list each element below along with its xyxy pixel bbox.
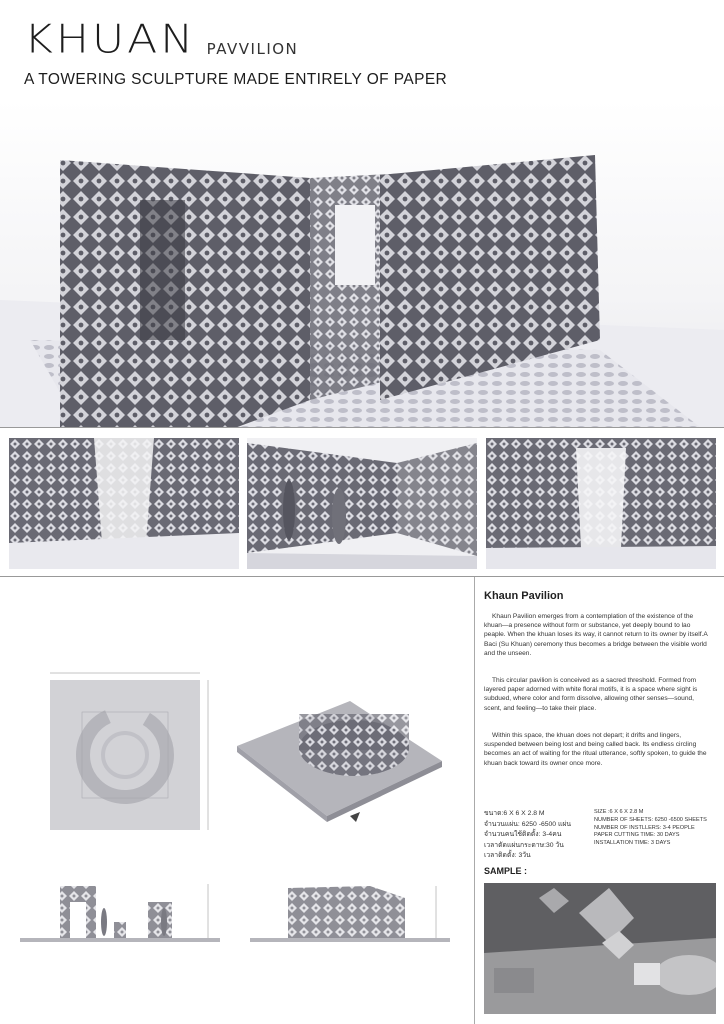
spec-english-line: PAPER CUTTING TIME: 30 DAYS: [594, 832, 680, 839]
pavilion-render-image: [0, 100, 724, 427]
sample-title: SAMPLE :: [484, 866, 528, 876]
tagline: A TOWERING SCULPTURE MADE ENTIRELY OF PAPER: [24, 71, 448, 88]
spec-thai-line: ขนาด:6 X 6 X 2.8 M: [484, 810, 545, 817]
divider-line: [0, 427, 724, 428]
spec-thai-line: เวลาติดตั้ง: 3วัน: [484, 852, 531, 859]
interior-render-2: [247, 438, 477, 569]
elevation-drawing-1: [20, 878, 220, 950]
description-paragraph-2: This circular pavilion is conceived as a sacred threshold. Formed from layered paper adorned with white floral motifs, it is a space where sight is subdued, where color and form dissolve, allowing other senses—sound, scent, and feeling—to take their place.: [484, 677, 698, 712]
logo: KHUAN: [24, 16, 197, 63]
divider-line: [0, 576, 724, 577]
specs-thai: [484, 809, 592, 862]
spec-thai-line: เวลาตัดแผ่นกระดาษ:30 วัน: [484, 841, 564, 849]
spec-thai-line: จำนวนแผ่น: 6250 -6500 แผ่น: [484, 820, 571, 828]
spec-english-line: NUMBER OF INSTLLERS: 3-4 PEOPLE: [594, 824, 695, 831]
interior-render-1: [9, 438, 239, 569]
spec-english-line: INSTALLATION TIME: 3 DAYS: [594, 840, 671, 847]
description-title: Khaun Pavilion: [484, 590, 564, 602]
spec-english-line: NUMBER OF SHEETS: 6250 -6500 SHEETS: [594, 816, 707, 823]
elevation-drawing-2: [250, 878, 450, 950]
plan-drawing: [42, 668, 217, 843]
hero-render: [0, 100, 724, 427]
logo-subtitle: PAVVILION: [206, 40, 299, 58]
axonometric-drawing: [232, 676, 447, 826]
header: [24, 14, 298, 65]
sample-photo: [484, 883, 716, 1014]
interior-render-3: [486, 438, 716, 569]
specs-english: [594, 809, 714, 848]
description-paragraph-1: Khaun Pavilion emerges from a contemplation of the existence of the khuan—a presence without form or substance, yet deeply bound to lao peaple. When the khuan loses its way, it cannot return to its owner by itself.A Baci (Su Khuan) ceremony thus becomes a bridge between the visible world and the unseen.: [484, 613, 708, 657]
spec-english-line: SIZE :6 X 6 X 2.8 M: [594, 809, 644, 815]
spec-thai-line: จำนวนคนใช้ติดตั้ง: 3-4คน: [484, 831, 562, 838]
column-divider: [474, 577, 475, 1024]
description-paragraph-3: Within this space, the khuan does not depart; it drifts and lingers, suspended between being lost and being called back. Its endless circling becomes an act of waiting for the ritual utterance, softly spoken, to guide the khuan back toward its owner once more.: [484, 732, 707, 767]
